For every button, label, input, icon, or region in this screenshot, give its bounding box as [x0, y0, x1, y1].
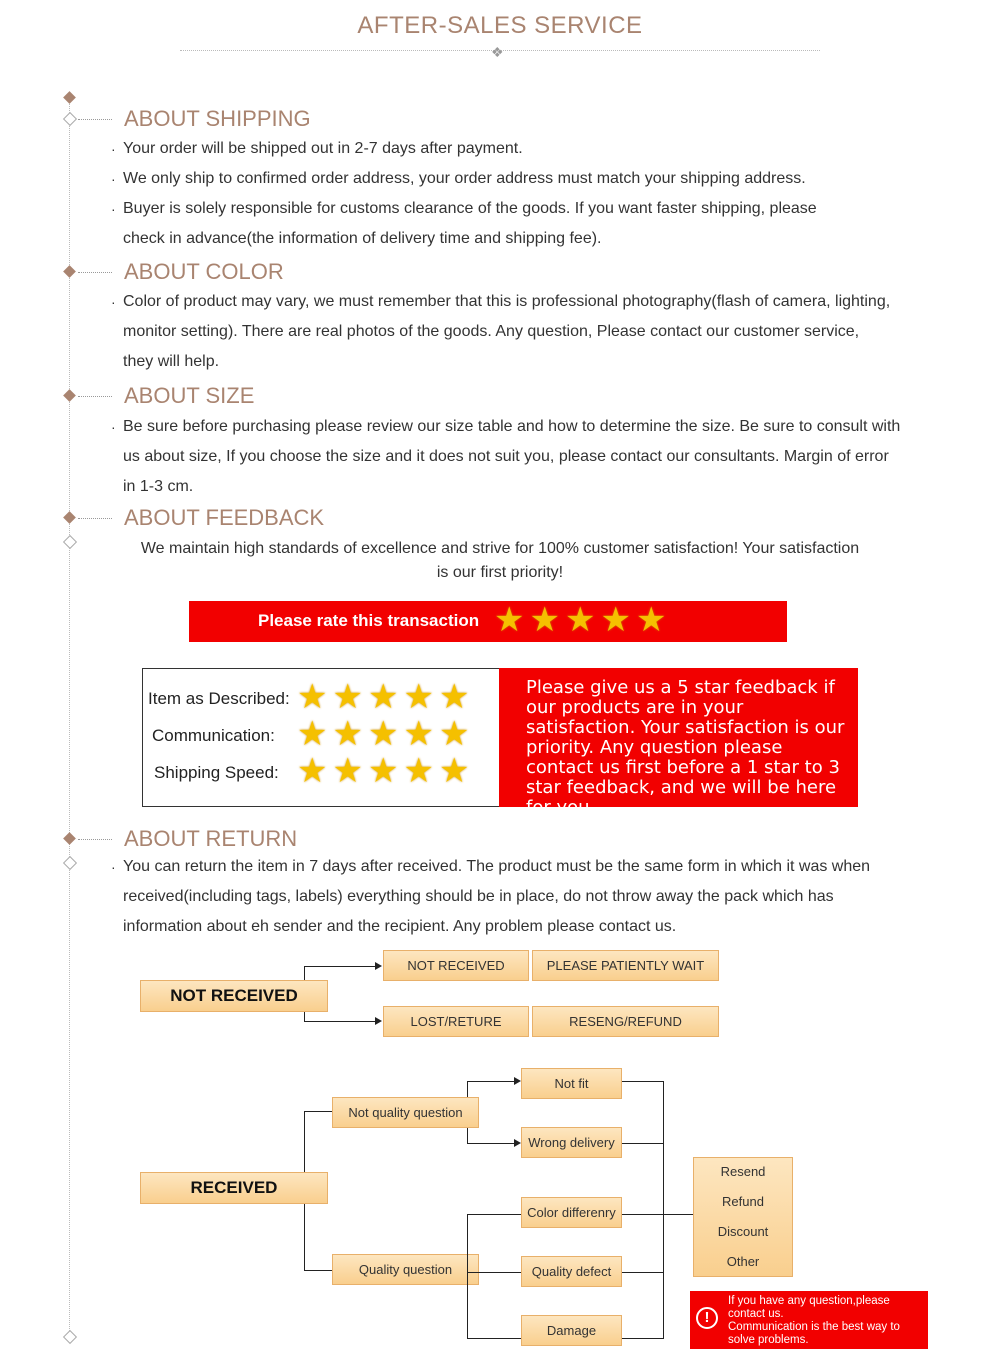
ornament-icon: ❖ [491, 44, 504, 60]
star-icon: ★ [529, 601, 560, 639]
star-icon: ★ [367, 752, 399, 790]
connector-line [304, 966, 305, 980]
criteria-label: Shipping Speed: [154, 763, 279, 782]
connector-line [663, 1081, 664, 1339]
text-line-content: Color of product may vary, we must remember that this is professional photography(flash of camera, lighting, [123, 293, 891, 310]
connector-line [304, 1270, 332, 1271]
flow-case-box: Wrong delivery [521, 1127, 622, 1158]
criteria-stars [297, 680, 469, 714]
rate-star-row [494, 603, 666, 637]
connector-line [304, 1111, 332, 1112]
list-item-text: We only ship to confirmed order address, your order address must match your shipping address. [123, 170, 806, 187]
flow-case-box: Not fit [521, 1068, 622, 1099]
connector-line [467, 1214, 468, 1338]
connector-line [304, 1111, 305, 1172]
star-icon: ★ [438, 678, 470, 716]
arrow-right-icon [375, 962, 382, 970]
text-line-content: Be sure before purchasing please review our size table and how to determine the size. Be sure to consult with [123, 418, 901, 435]
timeline-connector [78, 839, 112, 840]
flow-action-box: PLEASE PATIENTLY WAIT [532, 950, 719, 981]
star-icon: ★ [332, 715, 363, 753]
star-icon: ★ [403, 752, 434, 790]
timeline-diamond-icon [63, 832, 76, 845]
flow-group-box: Not quality question [332, 1097, 479, 1128]
exclamation-icon: ! [696, 1307, 718, 1329]
connector-line [622, 1143, 664, 1144]
feedback-line-1: We maintain high standards of excellence and strive for 100% customer satisfaction! Your satisfaction [140, 540, 860, 557]
criteria-label: Communication: [152, 726, 275, 745]
timeline-diamond-icon [63, 112, 77, 126]
flow-case-box: NOT RECEIVED [383, 950, 529, 981]
text-line-content: You can return the item in 7 days after received. The product must be the same form in which it was when [123, 858, 871, 875]
connector-line [467, 1272, 521, 1273]
connector-line [467, 1128, 468, 1143]
connector-line [304, 1204, 305, 1270]
connector-line [467, 1214, 521, 1215]
feedback-heading: ABOUT FEEDBACK [124, 505, 325, 530]
timeline-connector [78, 119, 112, 120]
text-line: they will help. [123, 353, 220, 370]
option-item: Discount [717, 1224, 769, 1239]
contact-line: If you have any question,please contact us. [728, 1295, 890, 1320]
text-line: monitor setting). There are real photos of the goods. Any question, Please contact our customer service, [123, 323, 860, 340]
connector-line [622, 1338, 664, 1339]
flow-case-box: LOST/RETURE [383, 1006, 529, 1037]
list-item: · We only ship to confirmed order address, your order address must match your shipping address. [111, 170, 806, 187]
star-icon: ★ [332, 752, 363, 790]
timeline-diamond-icon [63, 511, 76, 524]
star-icon: ★ [494, 601, 525, 639]
connector-line [622, 1214, 693, 1215]
connector-line [304, 966, 376, 967]
option-item: Refund [722, 1194, 764, 1209]
criteria-stars [297, 754, 469, 788]
timeline-line [69, 100, 70, 1335]
text-line: us about size, If you choose the size and it does not suit you, please contact our consultants. Margin of error [123, 448, 889, 465]
size-text [111, 412, 901, 502]
size-heading: ABOUT SIZE [124, 383, 255, 408]
flow-action-box: RESENG/REFUND [532, 1006, 719, 1037]
star-icon: ★ [403, 715, 434, 753]
star-icon: ★ [297, 678, 328, 716]
connector-line [304, 1021, 376, 1022]
star-icon: ★ [438, 752, 470, 790]
arrow-right-icon [514, 1077, 521, 1085]
star-icon: ★ [297, 715, 328, 753]
list-item-continuation: check in advance(the information of delivery time and shipping fee). [123, 230, 602, 247]
color-text [111, 287, 891, 377]
arrow-right-icon [375, 1017, 382, 1025]
text-line: received(including tags, labels) everything should be in place, do not throw away the pack which has [123, 888, 834, 905]
return-text [111, 852, 871, 942]
list-item: · Your order will be shipped out in 2-7 days after payment. [111, 140, 523, 157]
criteria-label: Item as Described: [148, 689, 290, 708]
timeline-diamond-icon [63, 265, 76, 278]
timeline-connector [78, 518, 112, 519]
star-icon: ★ [564, 601, 596, 639]
connector-line [467, 1338, 521, 1339]
timeline-diamond-icon [63, 389, 76, 402]
star-icon: ★ [403, 678, 434, 716]
feedback-line-2: is our first priority! [436, 564, 564, 581]
rate-label: Please rate this transaction [258, 611, 480, 630]
return-heading: ABOUT RETURN [124, 826, 298, 851]
star-icon: ★ [438, 715, 470, 753]
timeline-diamond-icon [63, 91, 76, 104]
star-icon: ★ [600, 601, 631, 639]
text-line: · You can return the item in 7 days after received. The product must be the same form in which it was when [111, 858, 871, 875]
option-item: Other [726, 1254, 760, 1269]
shipping-list [111, 134, 817, 254]
received-node: RECEIVED [140, 1172, 328, 1204]
text-line: · Be sure before purchasing please review our size table and how to determine the size. Be sure to consult with [111, 418, 901, 435]
list-item-text: Buyer is solely responsible for customs clearance of the goods. If you want faster shipping, please [123, 200, 817, 217]
flow-case-box: Color differenry [521, 1197, 622, 1228]
star-icon: ★ [635, 601, 667, 639]
list-item: · Buyer is solely responsible for customs clearance of the goods. If you want faster shipping, please [111, 200, 817, 217]
color-heading: ABOUT COLOR [124, 259, 284, 284]
star-icon: ★ [367, 715, 399, 753]
timeline-connector [78, 396, 112, 397]
timeline-diamond-icon [63, 535, 77, 549]
shipping-heading: ABOUT SHIPPING [124, 106, 311, 131]
flow-case-box: Quality defect [521, 1256, 622, 1287]
contact-line: Communication is the best way to solve problems. [728, 1321, 900, 1346]
connector-line [467, 1081, 468, 1097]
feedback-request-text: Please give us a 5 star feedback if our products are in your satisfaction. Your satisfaction is our priority. Any question please contact us first before a 1 star to 3 star feedback, and we will be here for you. [526, 677, 845, 818]
option-item: Resend [720, 1164, 766, 1179]
criteria-stars [297, 717, 469, 751]
connector-line [622, 1272, 664, 1273]
star-icon: ★ [367, 678, 399, 716]
star-icon: ★ [332, 678, 363, 716]
text-line: in 1-3 cm. [123, 478, 194, 495]
contact-notice-text [728, 1295, 924, 1347]
arrow-right-icon [514, 1139, 521, 1147]
star-icon: ★ [297, 752, 328, 790]
list-item-text: Your order will be shipped out in 2-7 days after payment. [123, 140, 523, 157]
not-received-node: NOT RECEIVED [140, 980, 328, 1012]
connector-line [622, 1081, 664, 1082]
flow-group-box: Quality question [332, 1254, 479, 1285]
connector-line [467, 1081, 515, 1082]
text-line: · Color of product may vary, we must remember that this is professional photography(flash of camera, lighting, [111, 293, 891, 310]
text-line: information about eh sender and the recipient. Any problem please contact us. [123, 918, 677, 935]
timeline-diamond-icon [63, 856, 77, 870]
page-title: AFTER-SALES SERVICE [357, 12, 643, 39]
timeline-connector [78, 272, 112, 273]
connector-line [467, 1143, 515, 1144]
timeline-diamond-icon [63, 1330, 77, 1344]
flow-case-box: Damage [521, 1315, 622, 1346]
